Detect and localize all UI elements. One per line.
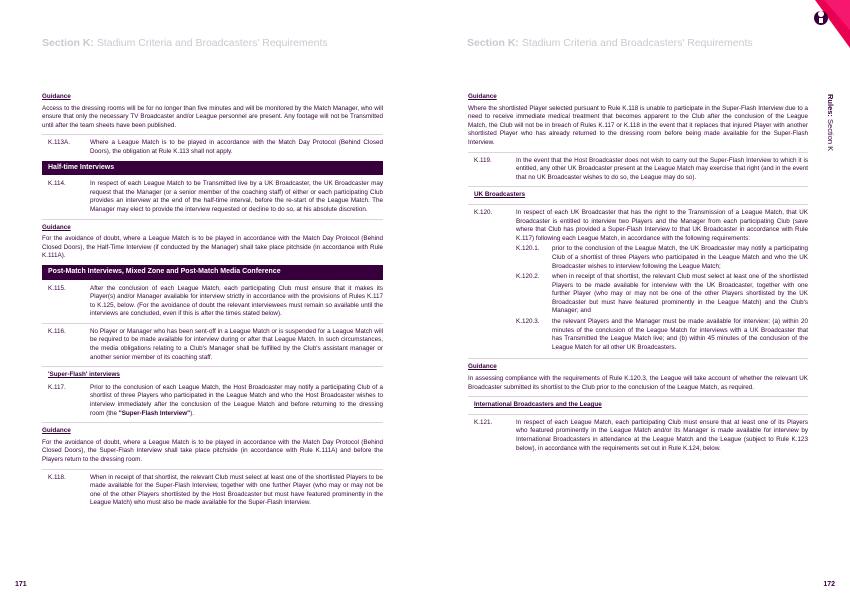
rule-k115: K.115. After the conclusion of each League Match, each participating Club must ensure that it makes its Player(s) and/or Manager available for interview strictly in accordance with the provisions of Rules K.117 to K.125, below. (For the avoidance of doubt the relevant interviewees must remain so available until the interviews are concluded, even if this is after the times stated below). <box>48 284 383 318</box>
right-page <box>425 0 850 603</box>
divider <box>42 366 383 367</box>
right-content <box>468 93 808 457</box>
rule-k113a: K.113A. Where a League Match is to be played in accordance with the Match Day Protocol (Behind Closed Doors), the obligation at Rule K.113 shall not apply. <box>48 139 383 155</box>
page-number: 171 <box>15 581 27 588</box>
rule-k120: K.120. In respect of each UK Broadcaster that has the right to the Transmission of a League Match, that UK Broadcaster is entitled to interview two Players and the Manager from each participating Club (save where that Club has provided a Super-Flash Interview to that UK Broadcaster in accordance with Rule K.117) following each League Match, in accordance with the following requirements: K.120.1. prior to the conclusion of the League Match, the UK Broadcaster may notify a participating Club of a shortlist of three Players who participated in the League Match and who the UK Broadcaster wishes to interview following the League Match; K.120.2. when in receipt of that shortlist, the relevant Club must select at least one of the shortlisted Players to be made available for interview with the UK Broadcaster, together with one further Player (who may or may not be one of the other Players shortlisted by the UK Broadcaster but must have featured prominently in the League Match) and the Club's Manager; and K.120.3. the relevant Players and the Manager must be made available for interview: (a) within 20 minutes of the conclusion of the League Match for interviews with a UK Broadcaster that has Transmitted the League Match live; and (b) within 45 minutes of the conclusion of the League Match for all other UK Broadcasters. <box>474 208 808 351</box>
halftime-interviews-heading: Half-time Interviews <box>42 161 383 176</box>
super-flash-heading: 'Super-Flash' interviews <box>48 371 120 379</box>
rule-k120-3: K.120.3. the relevant Players and the Manager must be made available for interview: (a) within 20 minutes of the conclusion of the League Match for interviews with a UK Broadcaster that has Transmitted the League Match live; and (b) within 45 minutes of the conclusion of the League Match for all other UK Broadcasters. <box>516 318 808 351</box>
guidance-text: Access to the dressing rooms will be for no longer than five minutes and will be monitored by the Match Manager, who will ensure that only the necessary TV Broadcaster and/or League personnel are present. Any footage will not be Transmitted until after the team sheets have been published. <box>42 104 383 129</box>
rule-k119: K.119. In the event that the Host Broadcaster does not wish to carry out the Super-Flash Interview to which it is entitled, any other UK Broadcaster present at the League Match may exercise that right (and in the event that no UK Broadcaster wishes to do so, the League may do so). <box>474 156 808 181</box>
rule-k114: K.114. In respect of each League Match to be Transmitted live by a UK Broadcaster, the UK Broadcaster may request that the Manager (or a senior member of the coaching staff) of either or each participating Club provides an interview at the end of the half-time interval, before the re-start of the League Match. The Manager may elect to provide the interview requested or decline to do so, at his absolute discretion. <box>48 180 383 213</box>
uk-broadcasters-heading: UK Broadcasters <box>474 191 526 199</box>
rule-k121: K.121. In respect of each League Match, each participating Club must ensure that at least one of its Players who featured prominently in the League Match and/or its Manager is made available for interview by International Broadcasters in attendance at the League Match and the League (subject to Rule K.123 below), in accordance with the requirements set out in Rule K.124, below. <box>474 418 808 452</box>
guidance-heading: Guidance <box>468 363 497 371</box>
guidance-text: Where the shortlisted Player selected pursuant to Rule K.118 is unable to participate in the Super-Flash Interview due to a need to receive immediate medical treatment that becomes apparent to the Club after the conclusion of the League Match, the Club will not be in breach of Rules K.117 or K.118 in the event that it replaces that injured Player with another shortlisted Player who has already returned to the dressing room before being made available for the Super-Flash Interview. <box>468 104 808 146</box>
page-number: 172 <box>823 581 835 588</box>
divider <box>42 422 383 423</box>
divider <box>468 152 808 153</box>
guidance-heading: Guidance <box>42 223 71 231</box>
divider <box>42 219 383 220</box>
guidance-text: In assessing compliance with the requirements of Rule K.120.3, the League will take account of whether the relevant UK Broadcaster submitted its shortlist to the Club prior to the conclusion of the League Match, as required. <box>468 375 808 391</box>
divider <box>468 186 808 187</box>
guidance-text: For the avoidance of doubt, where a League Match is to be played in accordance with the Match Day Protocol (Behind Closed Doors), the Super-Flash Interview shall take place pitchside (in accordance with Rule K.111A) and before the Players return to the dressing room. <box>42 438 383 463</box>
divider <box>468 358 808 359</box>
guidance-heading: Guidance <box>468 93 497 100</box>
guidance-text: For the avoidance of doubt, where a League Match is to be played in accordance with the Match Day Protocol (Behind Closed Doors), the Half-Time Interview (if conducted by the Manager) shall take place pitchside (in accordance with Rule K.111A). <box>42 235 383 260</box>
divider <box>468 396 808 397</box>
post-match-interviews-heading: Post-Match Interviews, Mixed Zone and Post-Match Media Conference <box>42 265 383 280</box>
rule-k120-1: K.120.1. prior to the conclusion of the League Match, the UK Broadcaster may notify a participating Club of a shortlist of three Players who participated in the League Match and who the UK Broadcaster wishes to interview following the League Match; <box>516 245 808 270</box>
premier-league-logo-icon <box>810 0 850 55</box>
international-broadcasters-heading: International Broadcasters and the League <box>474 401 602 409</box>
divider <box>468 414 808 415</box>
section-header: Section K: Stadium Criteria and Broadcasters' Requirements <box>42 37 328 49</box>
divider <box>468 204 808 205</box>
guidance-heading: Guidance <box>42 93 71 100</box>
rule-k116: K.116. No Player or Manager who has been sent-off in a League Match or is suspended for a League Match will be required to be made available for interview during or after that League Match. In such circumstances, the media obligations relating to a Club's Manager shall be fulfilled by the Club's assistant manager or another senior member of its coaching staff. <box>48 327 383 361</box>
divider <box>42 323 383 324</box>
rule-k118: K.118. When in receipt of that shortlist, the relevant Club must select at least one of the shortlisted Players to be made available for the Super-Flash Interview, together with one further Player (who may or may not be one of the other Players shortlisted by the Host Broadcaster but must have featured prominently in the League Match) who must also be made available for the Super-Flash Interview. <box>48 473 383 507</box>
section-header: Section K: Stadium Criteria and Broadcasters' Requirements <box>467 37 753 49</box>
divider <box>42 469 383 470</box>
rule-k120-2: K.120.2. when in receipt of that shortlist, the relevant Club must select at least one of the shortlisted Players to be made available for interview with the UK Broadcaster, together with one further Player (who may or may not be one of the other Players shortlisted by the UK Broadcaster but must have featured prominently in the League Match) and the Club's Manager; and <box>516 273 808 315</box>
side-tab: Rules: Section K <box>826 94 835 152</box>
guidance-heading: Guidance <box>42 427 71 435</box>
divider <box>42 134 383 135</box>
left-content <box>42 93 383 512</box>
rule-k117: K.117. Prior to the conclusion of each League Match, the Host Broadcaster may notify a participating Club of a shortlist of three Players who participated in the League Match and who the Host Broadcaster wishes to interview immediately after the conclusion of the League Match and before returning to the dressing room (the "Super-Flash Interview"). <box>48 383 383 417</box>
